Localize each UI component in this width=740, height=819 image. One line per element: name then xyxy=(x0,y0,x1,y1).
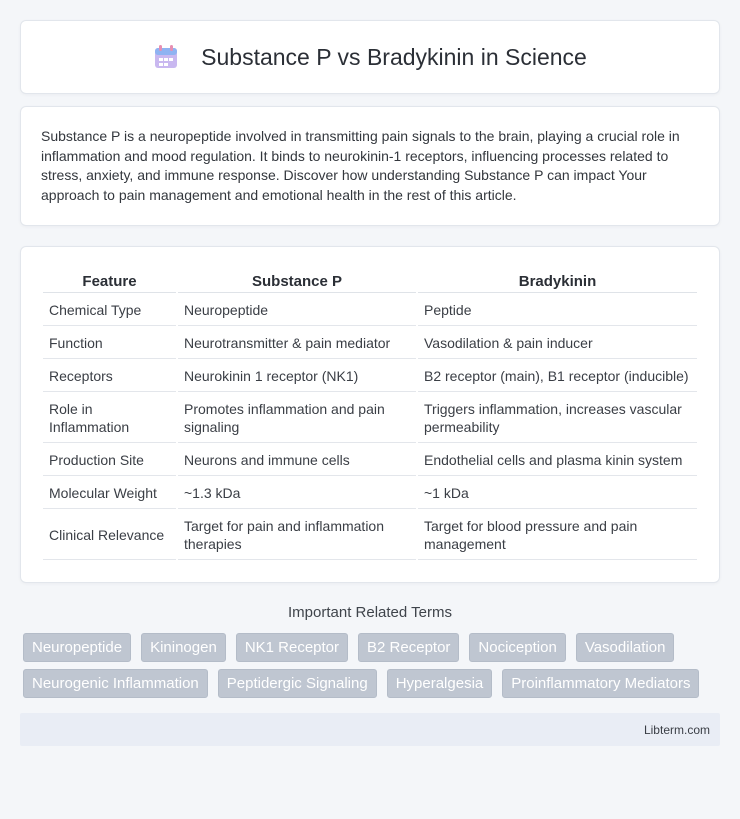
table-row xyxy=(43,478,697,509)
term-tag[interactable]: NK1 Receptor xyxy=(236,633,348,662)
table-row xyxy=(43,328,697,359)
term-tag[interactable]: B2 Receptor xyxy=(358,633,459,662)
row-substance-p: Target for pain and inflammation therapies xyxy=(178,511,416,560)
row-substance-p: Neurokinin 1 receptor (NK1) xyxy=(178,361,416,392)
header-card xyxy=(20,20,720,94)
comparison-table-card xyxy=(20,246,720,583)
intro-paragraph: Substance P is a neuropeptide involved in transmitting pain signals to the brain, playing a crucial role in inflammation and mood regulation. It binds to neurokinin-1 receptors, influencing processes related to stress, anxiety, and immune response. Discover how understanding Substance P can impact Your approach to pain management and emotional health in the rest of this article. xyxy=(20,106,720,226)
term-tag[interactable]: Neuropeptide xyxy=(23,633,131,662)
table-row xyxy=(43,295,697,326)
table-row xyxy=(43,445,697,476)
table-header-row xyxy=(43,269,697,293)
table-row xyxy=(43,394,697,443)
footer-brand-link[interactable]: Libterm.com xyxy=(643,722,710,737)
page-title: Substance P vs Bradykinin in Science xyxy=(201,43,587,70)
row-bradykinin: Vasodilation & pain inducer xyxy=(418,328,697,359)
row-bradykinin: Target for blood pressure and pain management xyxy=(418,511,697,560)
term-tag[interactable]: Hyperalgesia xyxy=(387,669,493,698)
row-feature: Molecular Weight xyxy=(43,478,176,509)
row-bradykinin: B2 receptor (main), B1 receptor (inducible) xyxy=(418,361,697,392)
row-feature: Chemical Type xyxy=(43,295,176,326)
row-feature: Function xyxy=(43,328,176,359)
related-terms-title: Important Related Terms xyxy=(288,604,452,621)
calendar-icon xyxy=(153,44,179,70)
term-tag[interactable]: Proinflammatory Mediators xyxy=(502,669,699,698)
row-feature: Clinical Relevance xyxy=(43,511,176,560)
term-tag[interactable]: Kininogen xyxy=(141,633,226,662)
row-substance-p: Neurons and immune cells xyxy=(178,445,416,476)
term-tag[interactable]: Peptidergic Signaling xyxy=(218,669,377,698)
row-bradykinin: ~1 kDa xyxy=(418,478,697,509)
table-row xyxy=(43,511,697,560)
row-bradykinin: Peptide xyxy=(418,295,697,326)
row-bradykinin: Triggers inflammation, increases vascular permeability xyxy=(418,394,697,443)
term-tag[interactable]: Vasodilation xyxy=(576,633,675,662)
comparison-table xyxy=(41,267,699,562)
row-feature: Production Site xyxy=(43,445,176,476)
related-terms-list xyxy=(20,633,720,705)
row-feature: Role in Inflammation xyxy=(43,394,176,443)
row-substance-p: Neurotransmitter & pain mediator xyxy=(178,328,416,359)
footer xyxy=(20,713,720,746)
row-bradykinin: Endothelial cells and plasma kinin system xyxy=(418,445,697,476)
row-substance-p: ~1.3 kDa xyxy=(178,478,416,509)
column-header-feature: Feature xyxy=(43,269,176,293)
term-tag[interactable]: Nociception xyxy=(469,633,565,662)
term-tag[interactable]: Neurogenic Inflammation xyxy=(23,669,208,698)
column-header-bradykinin: Bradykinin xyxy=(418,269,697,293)
row-substance-p: Neuropeptide xyxy=(178,295,416,326)
column-header-substance-p: Substance P xyxy=(178,269,416,293)
row-feature: Receptors xyxy=(43,361,176,392)
row-substance-p: Promotes inflammation and pain signaling xyxy=(178,394,416,443)
table-row xyxy=(43,361,697,392)
